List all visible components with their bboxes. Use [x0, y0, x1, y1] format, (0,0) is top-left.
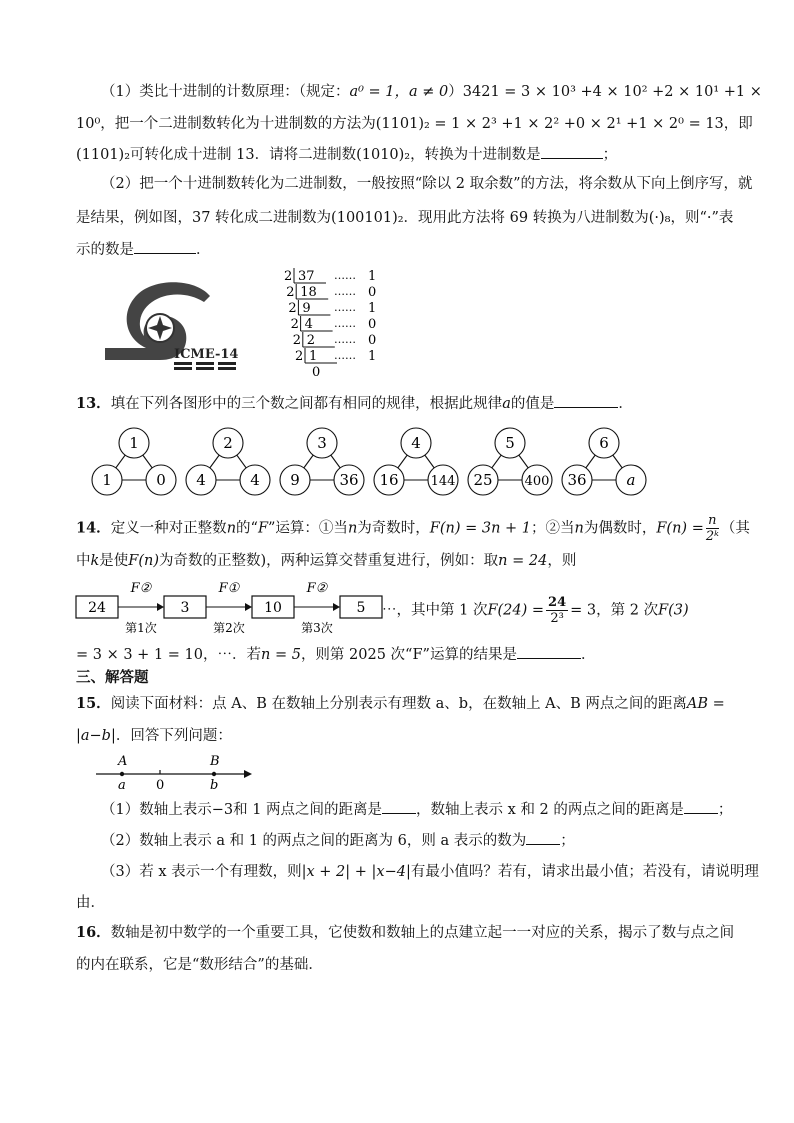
division-dots: …… — [334, 301, 356, 314]
f-operation-flowchart — [74, 578, 386, 634]
triangle-top-value: 4 — [411, 434, 421, 452]
triangle-top-value: 1 — [129, 434, 139, 452]
fraction-n-over-2k: $\frac{n}{\text{2ᵏ}}$ — [705, 513, 719, 544]
division-dots: …… — [334, 333, 356, 346]
division-final-quotient: 0 — [312, 365, 321, 380]
flow-arrowhead — [333, 603, 340, 611]
flow-box-value: 10 — [264, 600, 282, 616]
q12-part2-line3: 示的数是 ． — [76, 239, 211, 260]
answer-blank — [541, 144, 603, 159]
division-divisor: 2 — [290, 317, 299, 332]
point-B-label: B — [210, 754, 220, 769]
triangle-left-value: 25 — [473, 471, 493, 489]
answer-blank — [684, 799, 718, 814]
number-line — [92, 752, 256, 792]
division-dividend: 9 — [302, 301, 311, 316]
division-divisor: 2 — [292, 333, 302, 348]
flow-op-label: F② — [130, 581, 152, 596]
flow-step-label: 第2次 — [213, 621, 245, 634]
triangle-figure — [468, 428, 552, 495]
q12-part2-line2: 是结果，例如图，37 转化成二进制数为(100101)₂．现用此方法将 69 转换为八进制数为(·)₈，则“·”表 — [76, 210, 734, 226]
triangle-figures — [88, 426, 668, 498]
triangle-top-value: 2 — [223, 434, 233, 452]
point-b-value: b — [210, 778, 219, 792]
triangle-right-value: a — [626, 471, 636, 489]
triangle-figure — [92, 428, 176, 495]
point-a-value: a — [118, 778, 126, 792]
division-dividend: 4 — [304, 317, 313, 332]
flow-op-label: F② — [306, 581, 328, 596]
division-dots: …… — [334, 349, 356, 362]
triangle-top-value: 6 — [599, 434, 609, 452]
q12-part1-line1: （1）类比十进制的计数原理：（规定：a⁰ = 1，a ≠ 0）3421 = 3 × 10³ +4 × 10² +2 × 10¹ +1 × — [101, 84, 762, 100]
division-remainder: 1 — [368, 349, 377, 364]
q15-sub1: （1）数轴上表示−3和 1 两点之间的距离是 ，数轴上表示 x 和 2 的两点之间的距离是 ； — [101, 799, 732, 820]
flow-box-value: 24 — [88, 600, 106, 616]
logo-text: ICME-14 — [174, 347, 239, 362]
answer-blank — [554, 393, 618, 408]
division-dividend: 1 — [309, 349, 318, 364]
triangle-left-value: 1 — [102, 471, 112, 489]
q14-line4: = 3 × 3 + 1 = 10，⋯．若n = 5，则第 2025 次“F”运算的结果是 ． — [76, 644, 595, 665]
q12-part1-line2: 10⁰，把一个二进制数转化为十进制数的方法为(1101)₂ = 1 × 2³ +1 × 2² +0 × 2¹ +1 × 2⁰ = 13，即 — [76, 116, 753, 132]
q14-line1: 14．定义一种对正整数n的“F”运算：①当n为奇数时，F(n) = 3n + 1；②当n为偶数时，F(n) = $\frac{n}{\text{2ᵏ}}$ （其 — [76, 513, 750, 544]
division-remainder: 0 — [368, 333, 377, 348]
triangle-right-value: 400 — [524, 474, 550, 489]
triangle-figure — [280, 428, 364, 495]
division-divisor: 2 — [295, 349, 304, 364]
division-dividend: 37 — [298, 269, 315, 284]
division-divisor: 2 — [288, 301, 297, 316]
division-divisor: 2 — [284, 269, 293, 284]
q14-line2: 中k是使F(n)为奇数的正整数)，两种运算交替重复进行，例如：取n = 24，则 — [76, 553, 577, 569]
answer-blank — [526, 830, 560, 845]
triangle-left-value: 9 — [290, 471, 300, 489]
q16-line2: 的内在联系，它是“数形结合”的基础． — [76, 957, 323, 973]
q15-sub2: （2）数轴上表示 a 和 1 的两点之间的距离为 6，则 a 表示的数为 ； — [101, 830, 575, 851]
triangle-left-value: 16 — [379, 471, 399, 489]
zero-label: 0 — [156, 778, 165, 792]
q15-line1: 15．阅读下面材料：点 A、B 在数轴上分别表示有理数 a、b，在数轴上 A、B 两点之间的距离AB = — [76, 695, 725, 712]
q13-text: 13．填在下列各图形中的三个数之间都有相同的规律，根据此规律a的值是 ． — [76, 395, 633, 412]
point-A-label: A — [118, 754, 128, 769]
answer-blank — [517, 644, 581, 659]
triangle-top-value: 3 — [317, 434, 327, 452]
division-remainder: 1 — [368, 301, 377, 316]
triangle-left-value: 36 — [567, 471, 587, 489]
q14-line3: ⋯，其中第 1 次F(24) = $\frac{24}{\text{2³}}$ = 3，第 2 次F(3) — [382, 595, 689, 626]
section-heading: 三、解答题 — [76, 669, 149, 686]
triangle-figure — [374, 428, 458, 495]
flow-step-label: 第3次 — [301, 621, 333, 634]
q16-line1: 16．数轴是初中数学的一个重要工具，它使数和数轴上的点建立起一一对应的关系，揭示了数与点之间 — [76, 924, 735, 941]
triangle-left-value: 4 — [196, 471, 206, 489]
division-remainder: 0 — [368, 285, 377, 300]
answer-blank — [382, 799, 416, 814]
division-dots: …… — [334, 269, 356, 282]
division-remainder: 0 — [368, 317, 377, 332]
flow-arrowhead — [157, 603, 164, 611]
triangle-right-value: 4 — [250, 471, 260, 489]
flow-arrowhead — [245, 603, 252, 611]
division-divisor: 2 — [286, 285, 295, 300]
binary-division-diagram — [278, 266, 388, 384]
division-dividend: 18 — [300, 285, 317, 300]
q15-sub3-cont: 由． — [76, 895, 105, 911]
triangle-figure — [186, 428, 270, 495]
flow-box-value: 5 — [356, 600, 366, 616]
division-dots: …… — [334, 317, 356, 330]
triangle-top-value: 5 — [505, 434, 515, 452]
triangle-right-value: 36 — [339, 471, 359, 489]
icme-logo — [100, 276, 260, 372]
answer-blank — [134, 239, 196, 254]
triangle-right-value: 144 — [430, 474, 456, 489]
q15-sub3: （3）若 x 表示一个有理数，则|x + 2| + |x−4|有最小值吗？若有，请求出最小值；若没有，请说明理 — [101, 864, 759, 880]
q12-part1-line3: (1101)₂可转化成十进制 13．请将二进制数(1010)₂，转换为十进制数是 ； — [76, 144, 617, 165]
flow-op-label: F① — [218, 581, 240, 596]
flow-step-label: 第1次 — [125, 621, 157, 634]
q12-part2-line1: （2）把一个十进制数转化为二进制数，一般按照“除以 2 取余数”的方法，将余数从下向上倒序写，就 — [101, 176, 753, 192]
fraction-24-over-2-cubed: $\frac{24}{\text{2³}}$ — [548, 595, 567, 626]
division-dividend: 2 — [306, 333, 316, 348]
triangle-figure — [562, 428, 646, 495]
triangle-right-value: 0 — [156, 471, 166, 489]
q15-line2: |a−b|．回答下列问题： — [76, 728, 232, 744]
division-remainder: 1 — [368, 269, 377, 284]
division-dots: …… — [334, 285, 356, 298]
flow-box-value: 3 — [180, 600, 190, 616]
